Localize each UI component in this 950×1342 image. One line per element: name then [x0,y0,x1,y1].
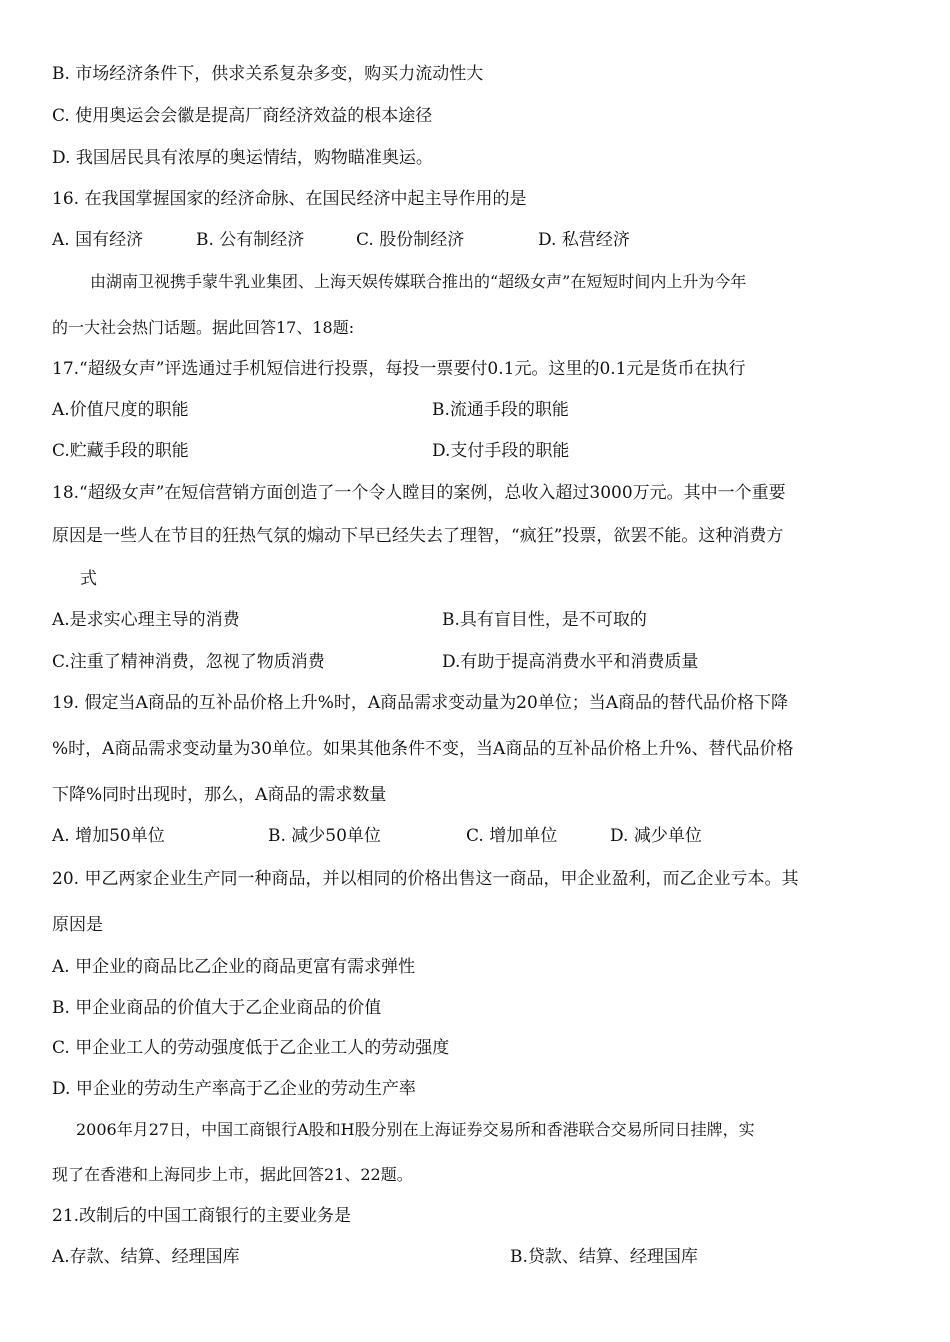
q18-stem-line1: 18.“超级女声”在短信营销方面创造了一个令人瞠目的案例，总收入超过3000万元。其中一个重要 [52,483,786,503]
q16-stem: 16. 在我国掌握国家的经济命脉、在国民经济中起主导作用的是 [52,189,527,209]
q17-option-b: B.流通手段的职能 [432,400,569,420]
q17-option-c: C.贮藏手段的职能 [52,441,189,461]
q19-option-a: A. 增加50单位 [52,826,165,846]
q19-stem-line2: %时，A商品需求变动量为30单位。如果其他条件不变，当A商品的互补品价格上升%、替代品价格 [52,739,794,759]
q17-stem: 17.“超级女声”评选通过手机短信进行投票，每投一票要付0.1元。这里的0.1元是货币在执行 [52,359,746,379]
q16-option-c: C. 股份制经济 [356,230,465,250]
q17-option-d: D.支付手段的职能 [432,441,570,461]
q16-option-b: B. 公有制经济 [196,230,305,250]
q16-option-d: D. 私营经济 [538,230,630,250]
q18-stem-line2: 原因是一些人在节目的狂热气氛的煽动下早已经失去了理智，“疯狂”投票，欲罢不能。这种消费方 [52,526,784,546]
q18-option-d: D.有助于提高消费水平和消费质量 [442,652,699,672]
intro-21-22-line1: 2006年月27日，中国工商银行A股和H股分别在上海证券交易所和香港联合交易所同日挂牌，实 [76,1120,755,1139]
q20-option-c: C. 甲企业工人的劳动强度低于乙企业工人的劳动强度 [52,1038,450,1058]
q20-option-a: A. 甲企业的商品比乙企业的商品更富有需求弹性 [52,957,416,977]
q18-stem-line3: 式 [80,569,97,589]
q18-option-b: B.具有盲目性，是不可取的 [442,610,647,630]
q15-option-b: B. 市场经济条件下，供求关系复杂多变，购买力流动性大 [52,64,484,84]
q20-option-b: B. 甲企业商品的价值大于乙企业商品的价值 [52,998,382,1018]
intro-21-22-line2: 现了在香港和上海同步上市，据此回答21、22题。 [52,1165,413,1184]
intro-17-18-line1: 由湖南卫视携手蒙牛乳业集团、上海天娱传媒联合推出的“超级女声”在短短时间内上升为今年 [90,272,747,291]
q17-option-a: A.价值尺度的职能 [52,400,189,420]
q19-option-d: D. 减少单位 [610,826,702,846]
q21-option-b: B.贷款、结算、经理国库 [510,1247,698,1267]
q19-option-b: B. 减少50单位 [268,826,381,846]
intro-17-18-line2: 的一大社会热门话题。据此回答17、18题: [52,318,355,337]
q20-option-d: D. 甲企业的劳动生产率高于乙企业的劳动生产率 [52,1079,416,1099]
q20-stem-line2: 原因是 [52,915,103,935]
q21-option-a: A.存款、结算、经理国库 [52,1247,240,1267]
q21-stem: 21.改制后的中国工商银行的主要业务是 [52,1206,352,1226]
q19-stem-line1: 19. 假定当A商品的互补品价格上升%时，A商品需求变动量为20单位；当A商品的替代品价格下降 [52,693,789,713]
q15-option-c: C. 使用奥运会会徽是提高厂商经济效益的根本途径 [52,106,433,126]
q16-option-a: A. 国有经济 [52,230,144,250]
q15-option-d: D. 我国居民具有浓厚的奥运情结，购物瞄准奥运。 [52,148,433,168]
q18-option-a: A.是求实心理主导的消费 [52,610,240,630]
q20-stem-line1: 20. 甲乙两家企业生产同一种商品，并以相同的价格出售这一商品，甲企业盈利，而乙企业亏本。其 [52,869,799,889]
q19-stem-line3: 下降%同时出现时，那么，A商品的需求数量 [52,785,387,805]
q19-option-c: C. 增加单位 [466,826,558,846]
q18-option-c: C.注重了精神消费，忽视了物质消费 [52,652,325,672]
